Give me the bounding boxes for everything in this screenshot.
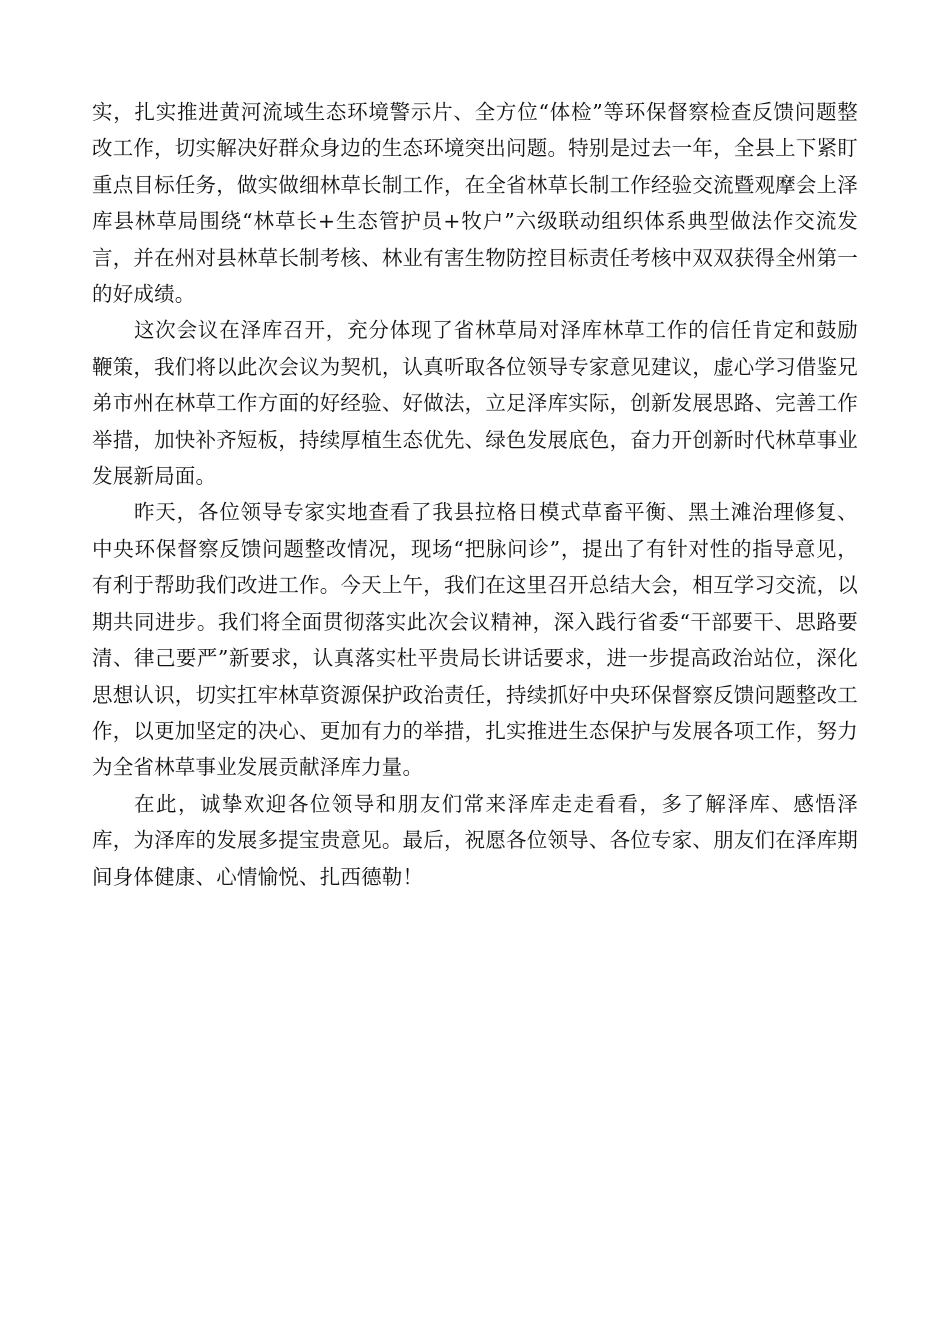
paragraph-site-inspection: 昨天，各位领导专家实地查看了我县拉格日模式草畜平衡、黑土滩治理修复、中央环保督察反馈问题整改情况，现场“把脉问诊”，提出了有针对性的指导意见，有利于帮助我们改进工作。今天上午，我们在这里召开总结大会，相互学习交流，以期共同进步。我们将全面贯彻落实此次会议精神，深入践行省委“干部要干、思路要清、律己要严”新要求，认真落实杜平贵局长讲话要求，进一步提高政治站位，深化思想认识，切实扛牢林草资源保护政治责任，持续抓好中央环保督察反馈问题整改工作，以更加坚定的决心、更加有力的举措，扎实推进生态保护与发展各项工作，努力为全省林草事业发展贡献泽库力量。: [92, 500, 858, 780]
paragraph-meeting-significance: 这次会议在泽库召开，充分体现了省林草局对泽库林草工作的信任肯定和鼓励鞭策，我们将以此次会议为契机，认真听取各位领导专家意见建议，虚心学习借鉴兄弟市州在林草工作方面的好经验、好做法，立足泽库实际，创新发展思路、完善工作举措，加快补齐短板，持续厚植生态优先、绿色发展底色，奋力开创新时代林草事业发展新局面。: [92, 318, 858, 489]
paragraph-closing-welcome: 在此，诚挚欢迎各位领导和朋友们常来泽库走走看看，多了解泽库、感悟泽库，为泽库的发展多提宝贵意见。最后，祝愿各位领导、各位专家、朋友们在泽库期间身体健康、心情愉悦、扎西德勒！: [92, 791, 858, 889]
paragraph-continued: 实，扎实推进黄河流域生态环境警示片、全方位“体检”等环保督察检查反馈问题整改工作，切实解决好群众身边的生态环境突出问题。特别是过去一年，全县上下紧盯重点目标任务，做实做细林草长制工作，在全省林草长制工作经验交流暨观摩会上泽库县林草局围绕“林草长+生态管护员+牧户”六级联动组织体系典型做法作交流发言，并在州对县林草长制考核、林业有害生物防控目标责任考核中双双获得全州第一的好成绩。: [92, 100, 858, 307]
document-body: [92, 94, 858, 895]
